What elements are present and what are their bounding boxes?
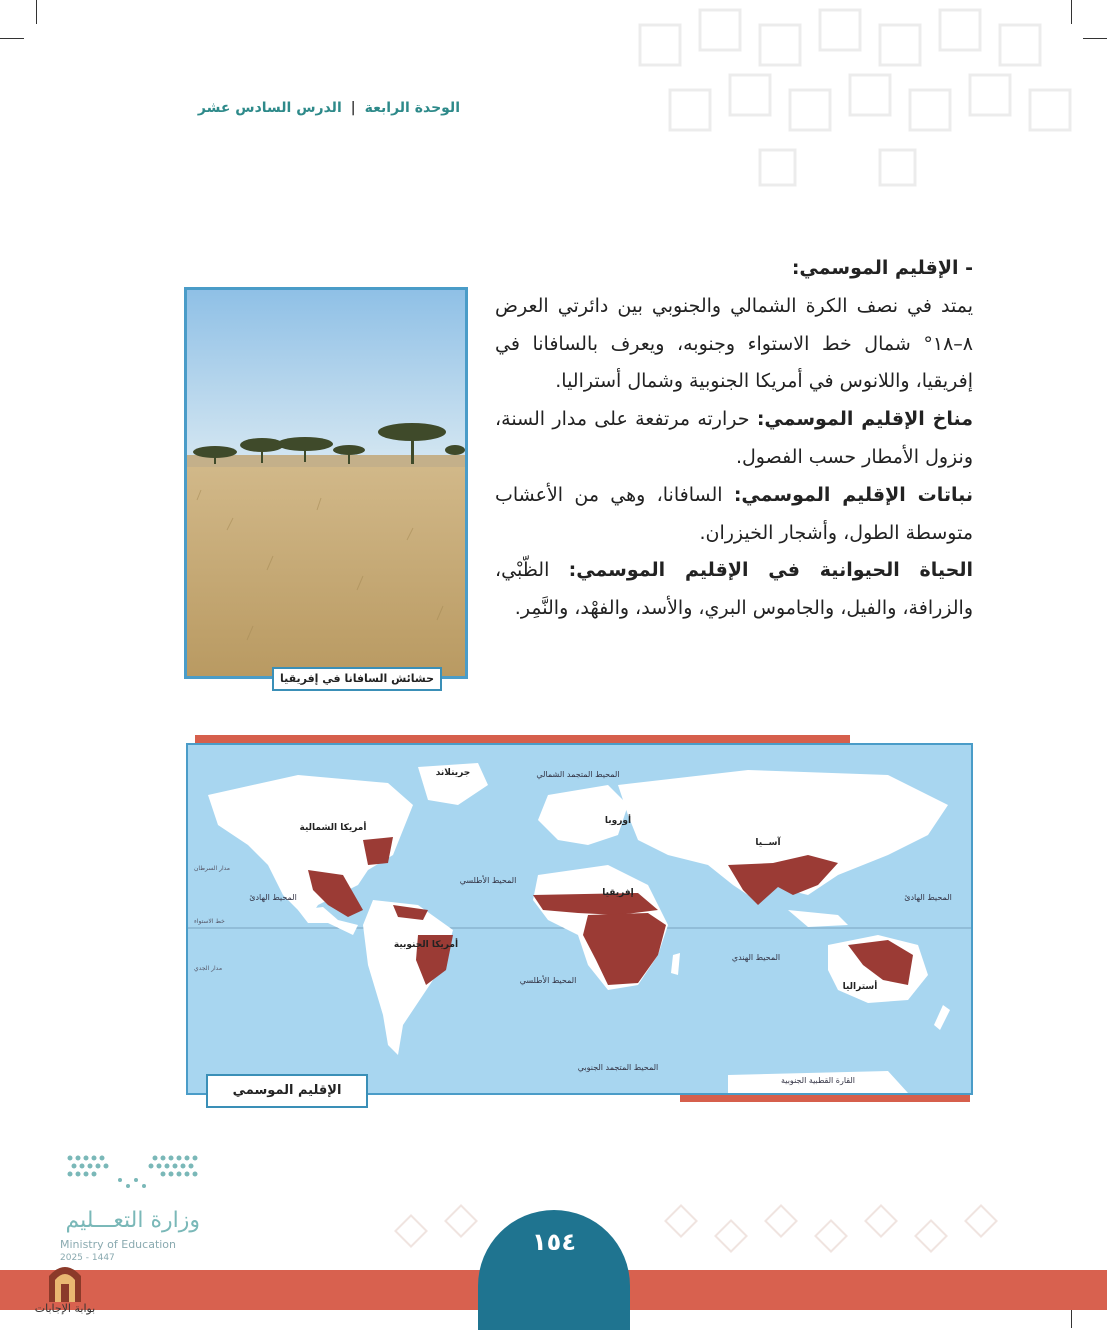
label-arctic: المحيط المتجمد الشمالي bbox=[536, 770, 620, 779]
label-africa: إفريقيا bbox=[602, 888, 634, 898]
plants-label: نباتات الإقليم الموسمي: bbox=[733, 483, 974, 506]
map-bottom-bar bbox=[680, 1095, 970, 1102]
label-antarctica: القارة القطبية الجنوبية bbox=[781, 1076, 855, 1085]
label-indian: المحيط الهندي bbox=[731, 953, 781, 962]
watermark-text: بوابة الإجابات bbox=[34, 1302, 96, 1315]
label-south-america: أمريكا الجنوبية bbox=[393, 940, 459, 950]
label-southern: المحيط المتجمد الجنوبي bbox=[577, 1063, 659, 1072]
world-map-graphic bbox=[188, 745, 971, 1093]
header-separator: | bbox=[350, 100, 356, 116]
page-header bbox=[150, 100, 460, 130]
lesson-title: الدرس السادس عشر bbox=[197, 100, 342, 116]
animals-paragraph bbox=[495, 552, 973, 628]
label-pacific-west: المحيط الهادئ bbox=[249, 893, 297, 902]
label-asia: آســيا bbox=[755, 838, 781, 848]
savanna-photo bbox=[184, 287, 468, 679]
ministry-year: 2025 - 1447 bbox=[60, 1253, 115, 1263]
section-title: - الإقليم الموسمي: bbox=[791, 257, 973, 279]
label-pacific-east: المحيط الهادئ bbox=[904, 893, 952, 902]
plants-text: السافانا، وهي من الأعشاب متوسطة الطول، وأشجار الخيزران. bbox=[495, 483, 973, 544]
animals-label: الحياة الحيوانية في الإقليم الموسمي: bbox=[568, 559, 973, 582]
climate-text: حرارته مرتفعة على مدار السنة، ونزول الأمطار حسب الفصول. bbox=[495, 408, 973, 468]
photo-caption: حشائش السافانا في إفريقيا bbox=[272, 667, 442, 691]
label-cancer: مدار السرطان bbox=[194, 865, 231, 872]
climate-paragraph bbox=[495, 401, 973, 477]
crop-mark bbox=[0, 38, 24, 39]
climate-label: مناخ الإقليم الموسمي: bbox=[756, 408, 973, 431]
label-capricorn: مدار الجدي bbox=[194, 965, 223, 972]
decorative-pattern bbox=[620, 0, 1107, 200]
label-atlantic-south: المحيط الأطلسي bbox=[519, 976, 577, 985]
savanna-image bbox=[187, 290, 465, 676]
map-top-bar bbox=[195, 735, 850, 743]
label-equator: خط الاستواء bbox=[194, 918, 225, 925]
label-australia: أستراليا bbox=[842, 982, 878, 992]
ministry-logo-icon bbox=[60, 1150, 200, 1200]
unit-title: الوحدة الرابعة bbox=[364, 100, 460, 116]
label-atlantic-north: المحيط الأطلسي bbox=[459, 876, 517, 885]
crop-mark bbox=[36, 0, 37, 24]
label-north-america: أمريكا الشمالية bbox=[299, 823, 367, 833]
watermark-icon bbox=[45, 1258, 85, 1302]
lesson-text bbox=[495, 250, 973, 628]
ministry-name-english: Ministry of Education bbox=[60, 1238, 177, 1251]
section-intro: يمتد في نصف الكرة الشمالي والجنوبي بين دائرتي العرض ٨–١٨° شمال خط الاستواء وجنوبه، ويعرف بالسافانا في إفريقيا، واللانوس في أمريكا الجنوبية وشمال أستراليا. bbox=[495, 294, 973, 393]
world-map bbox=[186, 743, 973, 1095]
animals-text: الظّبْي، والزرافة، والفيل، والجاموس البري، والأسد، والفهْد، والنَّمِر. bbox=[495, 559, 973, 620]
page-number: ١٥٤ bbox=[532, 1228, 576, 1256]
map-caption: الإقليم الموسمي bbox=[206, 1074, 368, 1108]
label-europe: أوروبا bbox=[604, 816, 632, 826]
plants-paragraph bbox=[495, 477, 973, 553]
label-greenland: جرينلاند bbox=[435, 768, 471, 778]
ministry-name-arabic: وزارة التعـــليم bbox=[65, 1208, 200, 1233]
